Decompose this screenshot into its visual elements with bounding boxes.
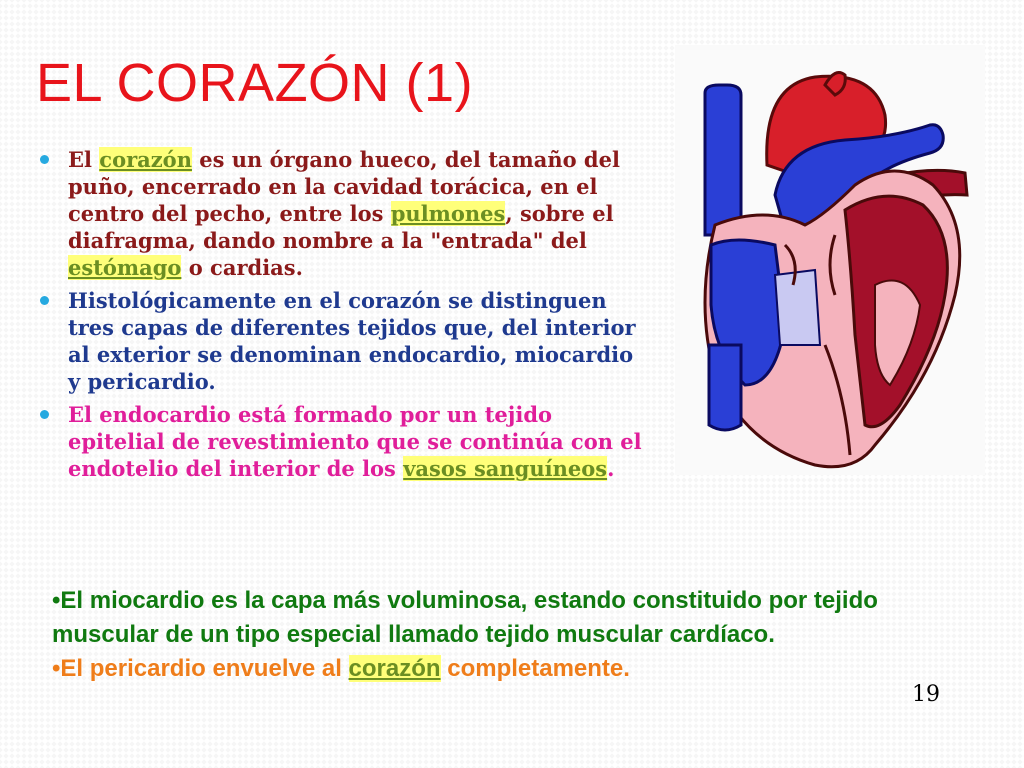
slide-title: EL CORAZÓN (1): [36, 53, 474, 113]
bullet-text: es un órgano hueco, del tamaño del puño, encerrado en la cavidad torácica, en el centro del pecho, entre los: [68, 147, 620, 226]
bullet-dot-icon: [40, 155, 49, 164]
link-corazon[interactable]: corazón: [99, 147, 192, 172]
link-estomago[interactable]: estómago: [68, 255, 182, 280]
pericardio-text-end: completamente.: [440, 655, 630, 682]
miocardio-paragraph: •El miocardio es la capa más voluminosa, estando constituido por tejido muscular de un tipo especial llamado tejido muscular cardíaco.: [52, 587, 878, 648]
heart-illustration: [675, 45, 985, 475]
pericardio-paragraph: [52, 652, 932, 686]
bullet-text: Histológicamente en el corazón se distinguen tres capas de diferentes tejidos que, del interior al exterior se denominan endocardio, miocardio y pericardio.: [68, 288, 636, 394]
pericardio-text: •El pericardio envuelve al: [52, 655, 349, 682]
page-number: 19: [912, 682, 940, 707]
link-corazon-lower[interactable]: corazón: [348, 655, 441, 682]
bullet-list: [38, 146, 648, 488]
lower-text-block: [52, 584, 932, 686]
bullet-text: El endocardio está formado por un tejido epitelial de revestimiento que se continúa con el endotelio del interior de los: [68, 402, 642, 481]
bullet-text: o cardias.: [181, 255, 303, 280]
bullet-dot-icon: [40, 410, 49, 419]
link-pulmones[interactable]: pulmones: [390, 201, 506, 226]
bullet-text: .: [607, 456, 615, 481]
bullet-dot-icon: [40, 296, 49, 305]
link-vasos-sanguineos[interactable]: vasos sanguíneos: [403, 456, 608, 481]
bullet-text: El: [68, 147, 100, 172]
bullet-endocardio: [38, 401, 648, 482]
heart-anatomy-icon: [675, 45, 985, 475]
bullet-corazon-definition: [38, 146, 648, 281]
bullet-text: , sobre el diafragma, dando nombre a la "entrada" del: [68, 201, 614, 253]
bullet-histologia: [38, 287, 648, 395]
